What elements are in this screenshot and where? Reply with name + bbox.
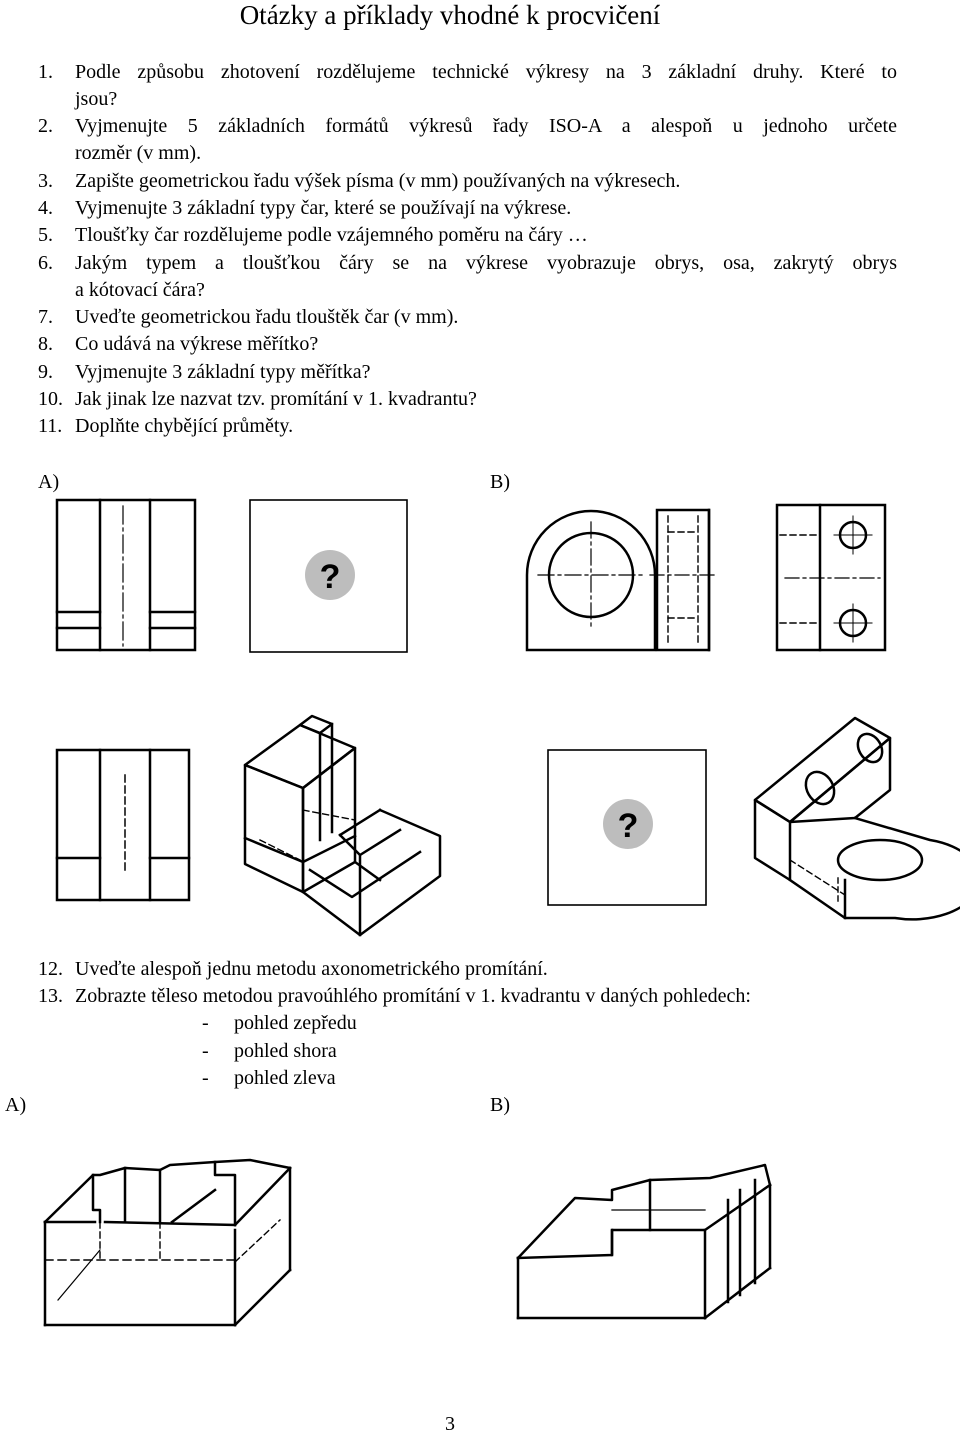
question-number: 1.: [38, 61, 53, 83]
figure-13b-isometric: [518, 1165, 770, 1318]
list-item: pohled shora: [234, 1040, 337, 1062]
list-bullet: -: [202, 1040, 209, 1062]
question-number: 12.: [38, 958, 63, 980]
question-text-cont: jsou?: [75, 88, 118, 110]
page-title: Otázky a příklady vhodné k procvičení: [239, 0, 661, 30]
question-text-cont: rozměr (v mm).: [75, 142, 202, 164]
list-item: pohled zepředu: [234, 1012, 357, 1034]
question-text: Zobrazte těleso metodou pravoúhlého promítání v 1. kvadrantu v daných pohledech:: [75, 985, 751, 1007]
question-number: 5.: [38, 224, 53, 246]
question-text: Podle způsobu zhotovení rozdělujeme technické výkresy na 3 základní druhy. Které to: [75, 61, 897, 83]
question-text: Vyjmenujte 3 základní typy čar, které se používají na výkrese.: [75, 197, 572, 219]
question-text: Doplňte chybějící průměty.: [75, 415, 294, 437]
question-text: Uveďte geometrickou řadu tlouštěk čar (v mm).: [75, 306, 459, 328]
exercise-label-a: A): [38, 471, 60, 493]
question-number: 4.: [38, 197, 53, 219]
question-number: 6.: [38, 252, 53, 274]
exercise-13-label-b: B): [490, 1094, 510, 1116]
exercise-13-label-a: A): [5, 1094, 27, 1116]
exercise-label-b: B): [490, 471, 510, 493]
list-bullet: -: [202, 1067, 209, 1089]
question-mark-text: ?: [319, 558, 341, 596]
question-text: Zapište geometrickou řadu výšek písma (v mm) používaných na výkresech.: [75, 170, 681, 192]
question-number: 2.: [38, 115, 53, 137]
question-text: Uveďte alespoň jednu metodu axonometrického promítání.: [75, 958, 548, 980]
question-number: 3.: [38, 170, 53, 192]
question-text: Jakým typem a tloušťkou čáry se na výkrese vyobrazuje obrys, osa, zakrytý obrys: [75, 252, 897, 274]
question-text: Co udává na výkrese měřítko?: [75, 333, 319, 355]
question-number: 8.: [38, 333, 53, 355]
question-number: 13.: [38, 985, 63, 1007]
question-number: 9.: [38, 361, 53, 383]
figure-13a-isometric: [45, 1160, 290, 1325]
question-number: 7.: [38, 306, 53, 328]
question-text: Jak jinak lze nazvat tzv. promítání v 1. kvadrantu?: [75, 388, 477, 410]
question-mark-text: ?: [617, 807, 639, 845]
list-bullet: -: [202, 1012, 209, 1034]
list-item: pohled zleva: [234, 1067, 336, 1089]
page-number: 3: [445, 1413, 455, 1435]
question-text-cont: a kótovací čára?: [75, 279, 205, 301]
question-text: Vyjmenujte 5 základních formátů výkresů řady ISO-A a alespoň u jednoho určete: [75, 115, 897, 137]
question-text: Vyjmenujte 3 základní typy měřítka?: [75, 361, 371, 383]
question-number: 10.: [38, 388, 63, 410]
question-number: 11.: [38, 415, 63, 437]
question-text: Tloušťky čar rozdělujeme podle vzájemného poměru na čáry …: [75, 224, 588, 246]
